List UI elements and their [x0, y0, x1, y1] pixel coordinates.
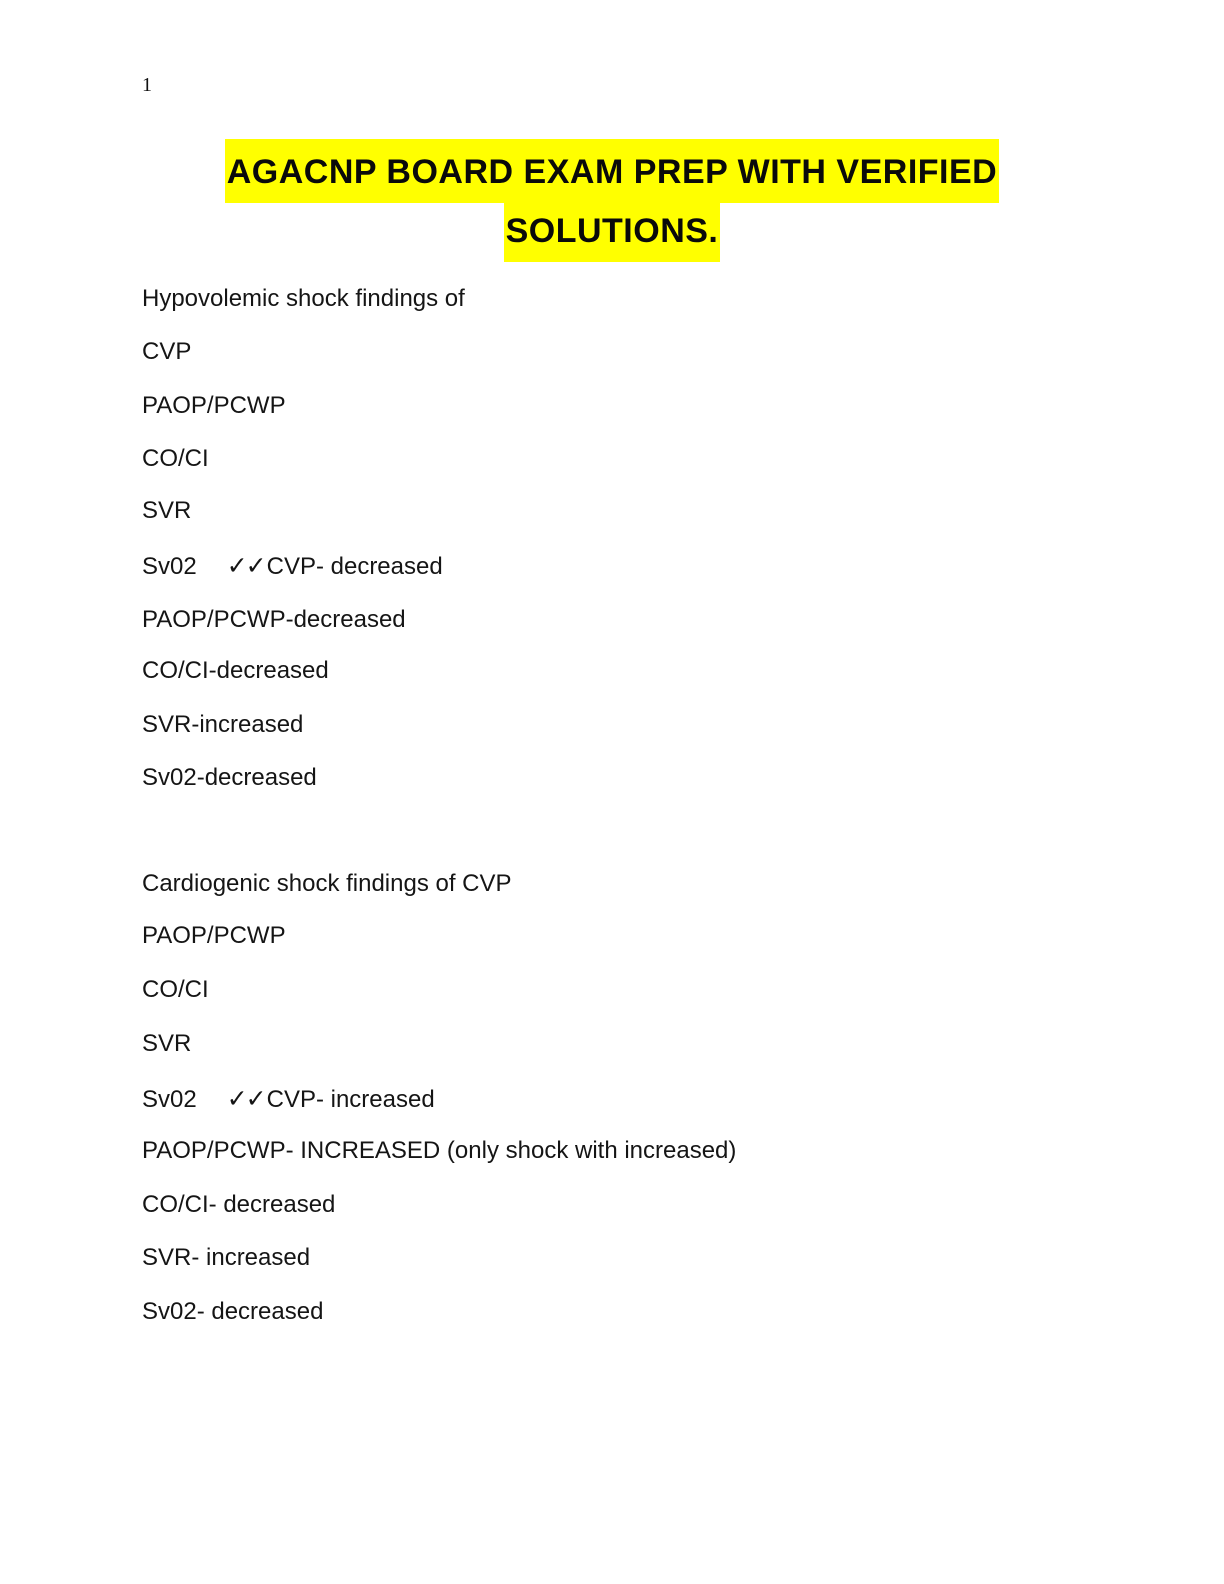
title-line-1: [0, 143, 1224, 202]
cardiogenic-answer-row: [142, 1084, 435, 1115]
cardiogenic-answer-line: CO/CI- decreased: [142, 1191, 336, 1218]
hypovolemic-answer-first: CVP- decreased: [266, 553, 443, 580]
cardiogenic-answer-start: [227, 1084, 435, 1115]
cardiogenic-question-item: SVR: [142, 1030, 192, 1057]
page-number: 1: [142, 74, 152, 96]
double-check-icon: ✓✓: [226, 1084, 265, 1113]
document-title: [0, 143, 1224, 261]
cardiogenic-answer-line: PAOP/PCWP- INCREASED (only shock with increased): [142, 1137, 737, 1164]
hypovolemic-answer-line: SVR-increased: [142, 711, 304, 738]
cardiogenic-last-question-item: Sv02: [142, 1086, 197, 1113]
hypovolemic-question-heading: Hypovolemic shock findings of: [142, 285, 465, 312]
hypovolemic-answer-line: Sv02-decreased: [142, 764, 317, 791]
hypovolemic-answer-line: PAOP/PCWP-decreased: [142, 606, 406, 633]
hypovolemic-answer-line: CO/CI-decreased: [142, 657, 329, 684]
cardiogenic-answer-line: SVR- increased: [142, 1244, 311, 1271]
hypovolemic-question-item: CVP: [142, 338, 192, 365]
title-highlight-2: SOLUTIONS.: [504, 198, 721, 262]
title-line-2: [0, 202, 1224, 261]
hypovolemic-answer-row: [142, 551, 443, 582]
cardiogenic-question-heading: Cardiogenic shock findings of CVP: [142, 870, 512, 897]
title-highlight-1: AGACNP BOARD EXAM PREP WITH VERIFIED: [225, 139, 999, 203]
hypovolemic-answer-start: [227, 551, 443, 582]
hypovolemic-question-item: CO/CI: [142, 445, 209, 472]
hypovolemic-last-question-item: Sv02: [142, 553, 197, 580]
hypovolemic-question-item: SVR: [142, 497, 192, 524]
cardiogenic-answer-first: CVP- increased: [266, 1086, 435, 1113]
cardiogenic-question-item: PAOP/PCWP: [142, 922, 286, 949]
hypovolemic-question-item: PAOP/PCWP: [142, 392, 286, 419]
cardiogenic-answer-line: Sv02- decreased: [142, 1298, 324, 1325]
double-check-icon: ✓✓: [226, 551, 265, 580]
cardiogenic-question-item: CO/CI: [142, 976, 209, 1003]
